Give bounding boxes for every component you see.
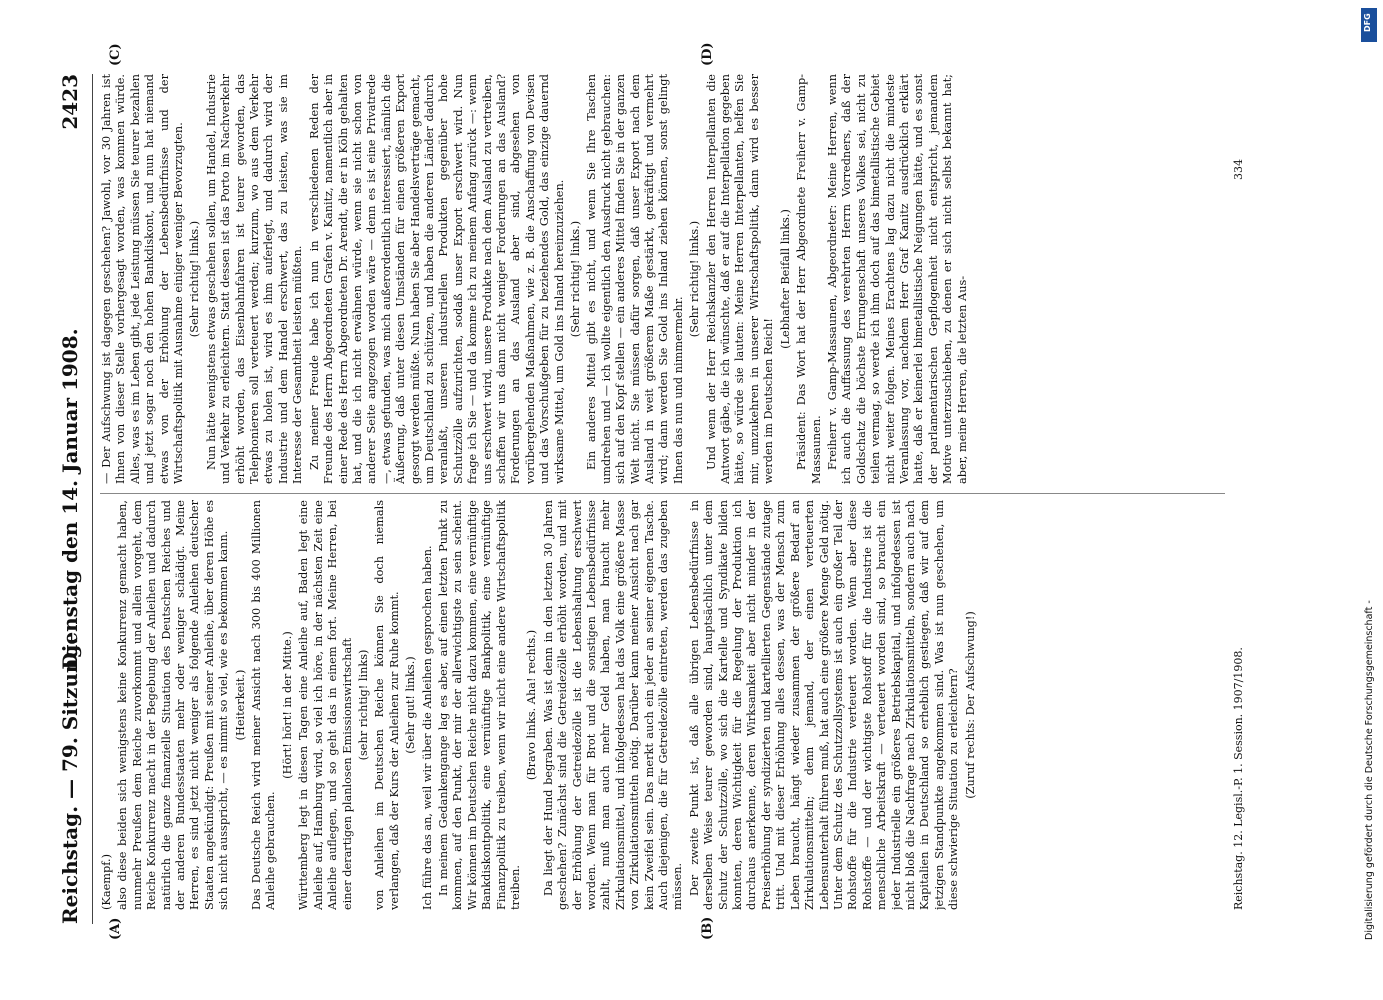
header-left: Reichstag. — 79. Sitzung.: [58, 637, 82, 924]
margin-marker-d: (D): [700, 42, 715, 66]
paragraph: Württemberg legt in diesen Tagen eine Anleihe auf, Baden legt eine Anleihe auf, Hamburg wird, so viel ich höre, in der nächsten Zeit eine Anleihe auflegen, und so geht das in einem fort. Meine Herren, bei einer derartigen planlosen Emissionswirtschaft: [297, 500, 354, 910]
paragraph: Ein anderes Mittel gibt es nicht, und wenn Sie Ihre Taschen umdrehen und — ich wollte eigentlich den Ausdruck nicht gebrauchen: sich auf den Kopf stellen — ein anderes Mittel finden Sie in der ganzen Welt nicht. Sie müssen dafür sorgen, daß unser Export nach dem Ausland in weit größerem Maße gestärkt, gekräftigt und vermehrt wird; dann werden Sie Gold ins Inland ziehen können, sonst gelingt Ihnen das nun und nimmermehr.: [585, 74, 685, 484]
digitization-credit: [1360, 0, 1380, 1000]
paragraph: Der zweite Punkt ist, daß alle übrigen Lebensbedürfnisse in derselben Weise teurer geworden sind, hauptsächlich unter dem Schutz der Schutzzölle, wo sich die Kartelle und Syndikate bilden konnten, deren Wichtigkeit für die Regelung der Produktion ich durchaus anerkenne, deren Wirksamkeit aber nicht minder in der Preiserhöhung der syndizierten und kartellierten Gegenstände zutage tritt. Und mit dieser Erhöhung alles dessen, was der Mensch zum Leben braucht, hängt wieder zusammen der größere Bedarf an Zirkulationsmitteln; denn jemand, der einen verteuerten Lebensunterhalt führen muß, hat auch eine größere Menge Geld nötig. Unter dem Schutz des Schutzzollsystems ist auch ein großer Teil der Rohstoffe für die Industrie verteuert worden. Wenn aber diese Rohstoffe — und der wichtigste Rohstoff für die Industrie ist die menschliche Arbeitskraft — verteuert worden sind, so braucht ein jeder Industrielle ein größeres Betriebskapital, und infolgedessen ist nicht bloß die Nachfrage nach Zirkulationsmitteln, sondern auch nach Kapitalien in Deutschland so erheblich gestiegen, daß wir auf dem jetzigen Standpunkte angekommen sind. Was ist nun geschehen, um diese schwierige Situation zu erleichtern?: [687, 500, 961, 910]
paragraph: Da liegt der Hund begraben. Was ist denn in den letzten 30 Jahren geschehen? Zunächst sind die Getreidezölle erhöht worden, und mit der Erhöhung der Getreidezölle ist die Lebenshaltung erschwert worden. Wenn man für Brot und die sonstigen Lebensbedürfnisse zahlt, muß man auch mehr Geld haben, man braucht mehr Zirkulationsmittel, und infolgedessen hat das Volk eine größere Masse von Zirkulationsmitteln nötig. Darüber kann meiner Ansicht nach gar kein Zweifel sein. Das merkt auch ein jeder an seiner eigenen Tasche. Auch diejenigen, die für Getreidezölle eintreten, werden das zugeben müssen.: [541, 500, 685, 910]
paragraph: — Der Aufschwung ist dagegen geschehen? Jawohl, vor 30 Jahren ist Ihnen von dieser Stelle vorhergesagt worden, was kommen würde. Alles, was es im Leben gibt, jede Leistung müssen Sie teurer bezahlen und jetzt sogar noch den hohen Bankdiskont, und nun hat niemand etwas von der Erhöhung der Lebensbedürfnisse und der Wirtschaftspolitik mit Ausnahme einiger weniger Bevorzugten.: [100, 74, 186, 484]
interjection: (Sehr richtig! links.): [569, 220, 582, 338]
interjection: (Hört! hört! in der Mitte.): [280, 631, 294, 779]
paragraph: von Anleihen im Deutschen Reiche können Sie doch niemals verlangen, daß der Kurs der Anleihen zur Ruhe kommt.: [373, 500, 401, 910]
paragraph: Freiherr v. Gamp-Massaunen, Abgeordneter: Meine Herren, wenn ich auch die Auffassung des verehrten Herrn Vorredners, daß der Goldschatz die höchste Errungenschaft unseres Volkes sei, nicht zu teilen vermag, so werde ich ihm doch auf das bimetallistische Gebiet nicht weiter folgen. Meines Erachtens lag dazu nicht die mindeste Veranlassung vor, nachdem Herr Graf Kanitz ausdrücklich erklärt hatte, daß er keinerlei bimetallistische Neigungen hätte, und es sonst der parlamentarischen Gepflogenheit nicht entspricht, jemandem Motive unterzuschieben, zu denen er sich nicht selbst bekannt hat; aber, meine Herren, die letzten Aus-: [825, 74, 969, 484]
page-header: [50, 74, 90, 924]
footer-sheet-number: 334: [1232, 159, 1245, 180]
interjection: (Heiterkeit.): [233, 669, 247, 741]
left-column: [100, 500, 1225, 910]
credit-text: Digitalisierung gefördert durch die Deutsche Forschungsgemeinschaft -: [1364, 600, 1375, 940]
margin-marker-a: (A): [108, 917, 123, 940]
paragraph: Präsident: Das Wort hat der Herr Abgeordnete Freiherr v. Gamp-Massaunen.: [795, 74, 823, 484]
interjection: (Bravo links. Aha! rechts.): [525, 629, 539, 781]
paragraph: also diese beiden sich wenigstens keine Konkurrenz gemacht haben, nunmehr Preußen dem Reiche zuvorkommt und allein vorgeht, dem Reiche Konkurrenz macht in der Begebung der Anleihen und dadurch natürlich die ganze finanzielle Situation des Deutschen Reiches und der anderen Bundesstaaten mehr oder weniger schädigt. Meine Herren, es sind jetzt nicht weniger als folgende Anleihen deutscher Staaten angekündigt: Preußen mit seiner Anleihe, über deren Höhe es sich nicht ausspricht, — es nimmt so viel, wie es bekommen kann.: [116, 500, 231, 910]
paragraph: Ich führe das an, weil wir über die Anleihen gesprochen haben.: [420, 545, 434, 910]
paragraph: Das Deutsche Reich wird meiner Ansicht nach 300 bis 400 Millionen Anleihe gebrauchen.: [250, 500, 278, 910]
paragraph: (Kaempf.): [100, 854, 113, 910]
interjection: (Sehr gut! links.): [404, 656, 418, 754]
header-center: Dienstag den 14. Januar 1908.: [58, 328, 82, 670]
header-rule: [92, 74, 93, 924]
column-divider: [100, 493, 1225, 494]
paragraph: Zu meiner Freude habe ich nun in verschiedenen Reden der Freunde des Herrn Abgeordneten Grafen v. Kanitz, namentlich aber in einer Rede des Herrn Abgeordneten Dr. Arendt, die er in Köln gehalten hat, und die ich nicht erwähnen würde, wenn sie nicht schon von anderer Seite angezogen worden wäre — denn es ist eine Privatrede —, etwas gefunden, was mich außerordentlich interessiert, nämlich die Äußerung, daß unter diesen Umständen für einen größeren Export gesorgt werden müßte. Nun haben Sie aber Handelsverträge gemacht, um Deutschland zu schützen, und haben die anderen Länder dadurch veranlaßt, unseren industriellen Produkten gegenüber hohe Schutzzölle aufzurichten, sodaß unser Export erschwert wird. Nun frage ich Sie — und da komme ich zu meinem Anfang zurück —: wenn uns erschwert wird, unsere Produkte nach dem Ausland zu vertreiben, schaffen wir uns dann nicht weniger Forderungen an das Ausland? Forderungen an das Ausland aber sind, abgesehen von vorübergehenden Maßnahmen, wie z. B. die Anschaffung von Devisen und das Vorschußgeben für zu beziehendes Gold, das einzige dauernd wirksame Mittel, um Gold ins Inland hereinzuziehen.: [307, 74, 566, 484]
margin-marker-b: (B): [700, 916, 715, 940]
dfg-logo: DFG: [1361, 8, 1377, 42]
paragraph: Nun hätte wenigstens etwas geschehen sollen, um Handel, Industrie und Verkehr zu erleichtern. Statt dessen ist das Porto im Nachverkehr erhöht worden, das Eisenbahnfahren ist teurer geworden, das Telephonieren soll verteuert werden; kurzum, wo aus dem Verkehr etwas zu holen ist, wird es ihm auferlegt, und dadurch wird der Industrie und dem Handel erschwert, das zu leisten, was sie im Interesse der Gesamtheit leisten müßten.: [204, 74, 305, 484]
interjection: (Sehr richtig! links.): [688, 220, 702, 338]
interjection: (Zuruf rechts: Der Aufschwung!): [963, 611, 977, 799]
interjection: (Sehr richtig! links.): [188, 220, 202, 338]
paragraph: Und wenn der Herr Reichskanzler den Herren Interpellanten die Antwort gäbe, die ich wünschte, daß er auf die Interpellation gegeben hätte, so würde sie lauten: Meine Herren Interpellanten, helfen Sie mir, umzukehren in unserer Wirtschaftspolitik, dann wird es besser werden im Deutschen Reich!: [704, 74, 776, 484]
paragraph: In meinem Gedankengange lag es aber, auf einen letzten Punkt zu kommen, auf den Punkt, der mir der allerwichtigste zu sein scheint. Wir können im Deutschen Reiche nicht dazu kommen, eine vernünftige Bankdiskontpolitik, eine vernünftige Bankpolitik, eine vernünftige Finanzpolitik zu treiben, wenn wir nicht eine andere Wirtschaftspolitik treiben.: [436, 500, 522, 910]
margin-marker-c: (C): [108, 43, 123, 66]
page-number-header: 2423: [58, 74, 82, 130]
interjection: (Lebhafter Beifall links.): [778, 209, 792, 349]
right-column: [100, 74, 1225, 484]
interjection: (sehr richtig! links): [356, 649, 370, 761]
footer-citation: Reichstag. 12. Legisl.-P. 1. Session. 1907/1908.: [1232, 647, 1245, 910]
